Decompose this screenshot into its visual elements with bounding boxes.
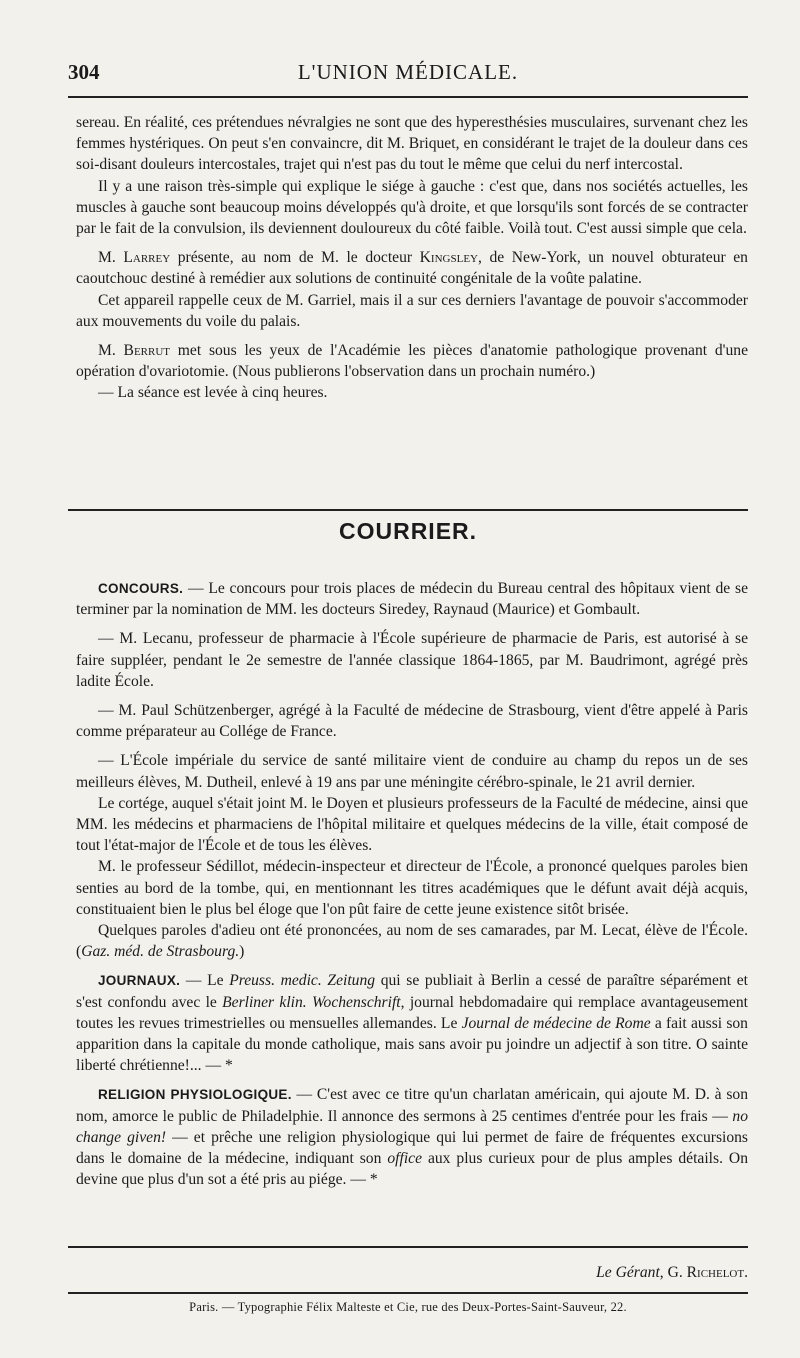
paragraph-hyperesthesia: sereau. En réalité, ces prétendues névralgies ne sont que des hyperesthésies musculaires, survenant chez les femmes hystériques. On peut s'en convaincre, dit M. Briquet, en considérant le trajet de la douleur dans ces soi-disant douleurs intercostales, trajet qui n'est pas du tout le même que celui du nerf intercostal. <box>76 114 748 174</box>
signature-role: Le Gérant <box>596 1264 660 1281</box>
paragraph-larrey: M. Larrey présente, au nom de M. le docteur Kingsley, de New-York, un nouvel obturateur en caoutchouc destiné à remédier aux solutions de continuité congénitale de la voûte palatine. <box>76 249 748 288</box>
label-journaux: JOURNAUX. <box>98 973 181 989</box>
page-header <box>68 60 748 94</box>
page-number: 304 <box>68 60 100 84</box>
paragraph-concours: CONCOURS. — Le concours pour trois places de médecin du Bureau central des hôpitaux vient de se terminer par la nomination de MM. les docteurs Siredey, Raynaud (Maurice) et Gombault. <box>76 580 748 619</box>
printer-imprint: Paris. — Typographie Félix Malteste et Cie, rue des Deux-Portes-Saint-Sauveur, 22. <box>189 1300 627 1314</box>
section-title: COURRIER. <box>338 518 478 544</box>
footer-rule <box>68 1292 748 1294</box>
running-title: L'UNION MÉDICALE. <box>297 60 519 84</box>
session-report <box>76 112 748 404</box>
paragraph-journaux: JOURNAUX. — Le Preuss. medic. Zeitung qui se publiait à Berlin a cessé de paraître séparément et s'est confondu avec le Berliner klin. Wochenschrift, journal hebdomadaire qui remplace avantageusement toutes les revues trimestrielles ou mensuelles allemandes. Le Journal de médecine de Rome a fait aussi son apparition dans la capitale du monde catholique, mais sans avoir pu joindre un adjectif à son titre. O sainte liberté chrétienne!... — * <box>76 972 748 1075</box>
paragraph-ecole-sedillot: M. le professeur Sédillot, médecin-inspecteur et directeur de l'École, a prononcé quelques paroles bien senties au bord de la tombe, qui, en mentionnant les titres académiques que le défunt avait déjà acquis, constituaient bien le plus bel éloge que l'on pût faire de cette jeune existence sitôt brisée. <box>76 858 748 918</box>
paragraph-ecole-death: — L'École impériale du service de santé militaire vient de conduire au champ du repos un de ses meilleurs élèves, M. Dutheil, enlevé à 19 ans par une méningite cérébro-spinale, le 21 avril dernier. <box>76 752 748 791</box>
paragraph-garriel: Cet appareil rappelle ceux de M. Garriel, mais il a sur ces derniers l'avantage de pouvoir s'accommoder aux mouvements du voile du palais. <box>76 291 748 330</box>
label-concours: CONCOURS. <box>98 581 184 596</box>
paragraph-ecole-cortege: Le cortége, auquel s'était joint M. le Doyen et plusieurs professeurs de la Faculté de médecine, ainsi que MM. les médecins et pharmaciens de l'hôpital militaire et quelques médecins de la ville, était composé de tout l'état-major de l'École et de tous les élèves. <box>76 794 748 855</box>
paragraph-religion: RELIGION PHYSIOLOGIQUE. — C'est avec ce titre qu'un charlatan américain, qui ajoute M. D. à son nom, amorce le public de Philadelphie. Il annonce des sermons à 25 centimes d'entrée pour les frais — no change given! — et prêche une religion physiologique qui lui permet de faire de fréquentes excursions dans le domaine de la médecine, indiquant son office aux plus curieux pour de plus amples détails. On devine que plus d'un sot a été pris au piége. — * <box>76 1086 749 1189</box>
source-citation: Gaz. méd. de Strasbourg. <box>81 943 240 961</box>
paragraph-ecole-adieu: Quelques paroles d'adieu ont été prononcées, au nom de ses camarades, par M. Lecat, élève de l'École. (Gaz. méd. de Strasbourg.) <box>76 922 748 961</box>
signature <box>596 1264 748 1282</box>
name-berrut: Berrut <box>123 342 171 360</box>
courrier-column <box>76 578 748 1190</box>
signature-name: , G. Richelot. <box>659 1264 748 1281</box>
section-rule-top <box>68 509 748 511</box>
paragraph-schutzenberger: — M. Paul Schützenberger, agrégé à la Faculté de médecine de Strasbourg, vient d'être appelé à Paris comme préparateur au Collége de France. <box>76 702 748 741</box>
label-religion: RELIGION PHYSIOLOGIQUE. <box>98 1087 292 1103</box>
name-larrey: Larrey <box>123 249 171 267</box>
header-rule <box>68 96 748 98</box>
name-kingsley: Kingsley <box>419 249 478 267</box>
paragraph-berrut: M. Berrut met sous les yeux de l'Académie les pièces d'anatomie pathologique provenant d'une opération d'ovariotomie. (Nous publierons l'observation dans un prochain numéro.) <box>76 342 748 381</box>
end-rule <box>68 1246 748 1248</box>
paragraph-left-side: Il y a une raison très-simple qui explique le siége à gauche : c'est que, dans nos sociétés actuelles, les muscles à gauche sont beaucoup moins développés qu'à droite, et que lorsqu'ils sont forcés de se contracter par le fait de la convulsion, ils deviennent douloureux du côté faible. Voilà tout. C'est aussi simple que cela. <box>76 177 748 238</box>
paragraph-lecanu: — M. Lecanu, professeur de pharmacie à l'École supérieure de pharmacie de Paris, est autorisé à se faire suppléer, pendant le 2e semestre de l'année classique 1864-1865, par M. Baudrimont, agrégé près ladite École. <box>76 630 748 690</box>
paragraph-seance-end: — La séance est levée à cinq heures. <box>98 384 328 402</box>
